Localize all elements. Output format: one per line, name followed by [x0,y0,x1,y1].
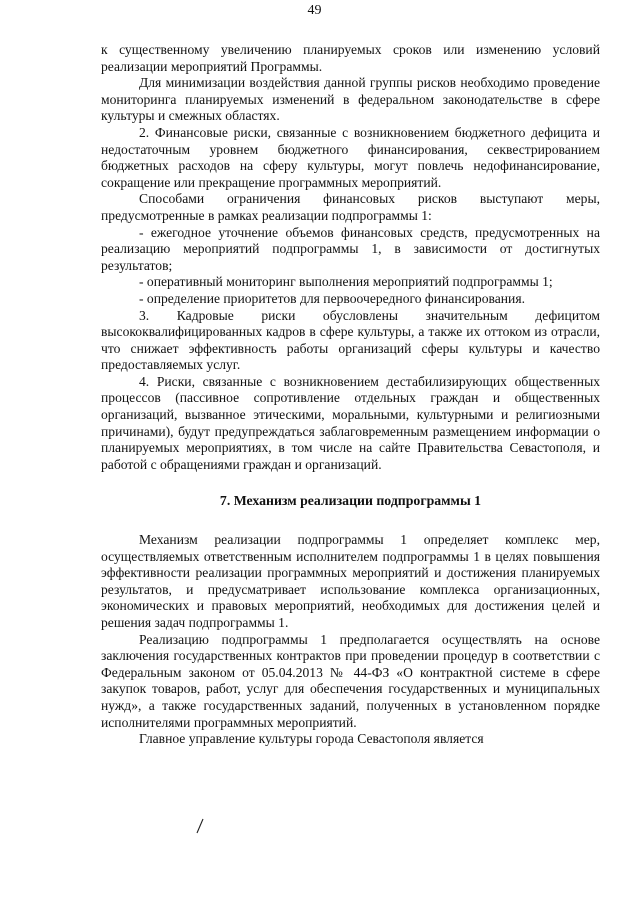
paragraph: к существенному увеличению планируемых сроков или изменению условий реализации мероприятий Программы. [101,42,600,74]
page-number: 49 [307,3,322,18]
paragraph: Главное управление культуры города Севастополя является [139,731,484,747]
paragraph: Реализацию подпрограммы 1 предполагается осуществлять на основе заключения государственных контрактов при проведении процедур в соответствии с Федеральным законом от 05.04.2013 № 44-ФЗ «О контрактной системе в сфере закупок товаров, работ, услуг для обеспечения государственных и муниципальных нужд», а также государственных заданий, полученных в установленном порядке исполнителями программных мероприятий. [101,631,600,730]
paragraph: Способами ограничения финансовых рисков выступают меры, предусмотренные в рамках реализации подпрограммы 1: [101,191,600,223]
section-heading: 7. Механизм реализации подпрограммы 1 [219,493,482,509]
paragraph: 3. Кадровые риски обусловлены значительным дефицитом высококвалифицированных кадров в сфере культуры, а также их оттоком из отрасли, что снижает эффективность работы организаций сферы культуры и качество предоставляемых услуг. [101,307,600,373]
paragraph: Для минимизации воздействия данной группы рисков необходимо проведение мониторинга планируемых изменений в федеральном законодательстве в сфере культуры и смежных областях. [101,75,600,124]
paragraph: Механизм реализации подпрограммы 1 определяет комплекс мер, осуществляемых ответственным исполнителем подпрограммы 1 в целях повышения эффективности реализации программных мероприятий и достижения планируемых результатов, и предусматривает использование комплекса организационных, экономических и правовых мероприятий, необходимых для достижения целей и решения задач подпрограммы 1. [101,532,600,630]
paragraph: 2. Финансовые риски, связанные с возникновением бюджетного дефицита и недостаточным уровнем бюджетного финансирования, секвестрированием бюджетных расходов на сферу культуры, могут повлечь недофинансирование, сокращение или прекращение программных мероприятий. [101,124,600,190]
list-item: - оперативный мониторинг выполнения мероприятий подпрограммы 1; [139,274,553,290]
list-item: - определение приоритетов для первоочередного финансирования. [139,290,525,306]
document-body [101,42,600,748]
paragraph: 4. Риски, связанные с возникновением дестабилизирующих общественных процессов (пассивное сопротивление отдельных граждан и общественных организаций, вызванное этическими, моральными, культурными и религиозными причинами), будут предупреждаться заблаговременным размещением информации о планируемых мероприятиях, в том числе на сайте Правительства Севастополя, и работой с обращениями граждан и организаций. [101,373,600,472]
pen-mark-icon [195,818,205,834]
list-item: - ежегодное уточнение объемов финансовых средств, предусмотренных на реализацию мероприятий подпрограммы 1, в зависимости от достигнутых результатов; [101,224,600,273]
